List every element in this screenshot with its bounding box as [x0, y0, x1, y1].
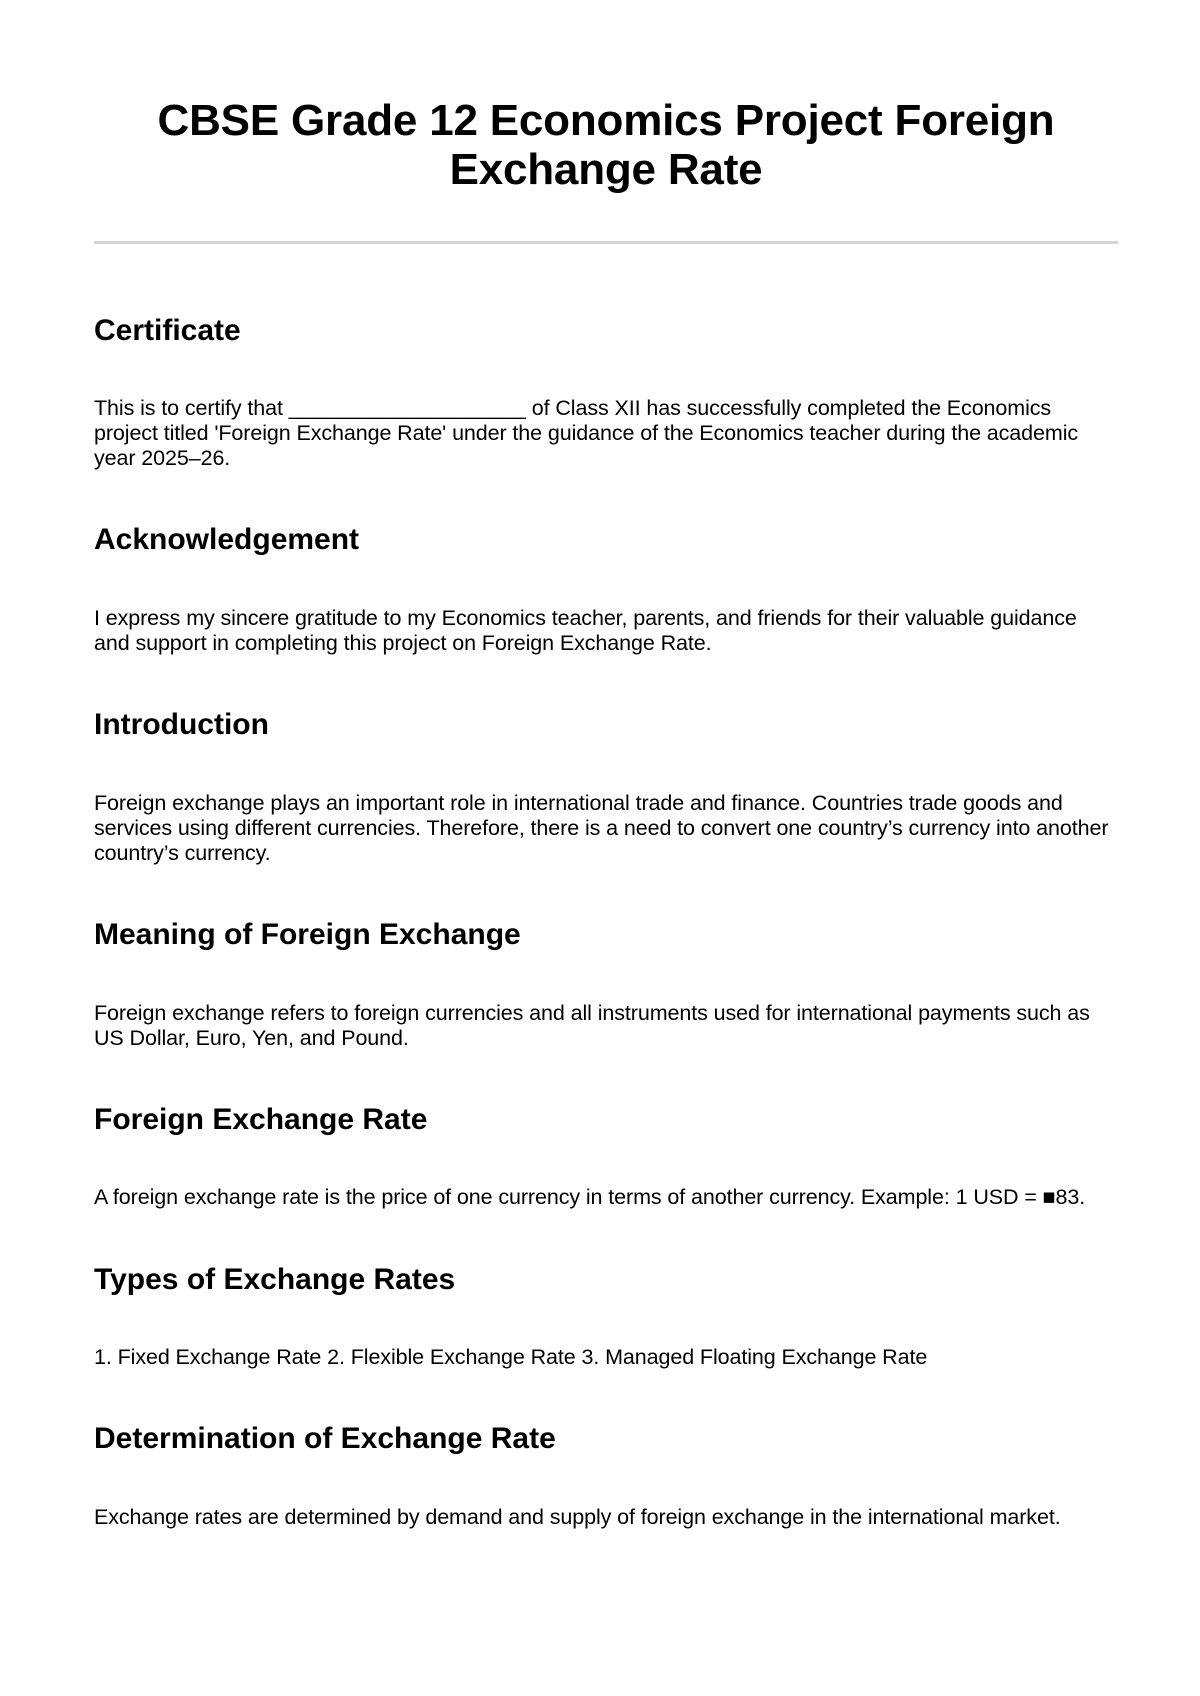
document-title: CBSE Grade 12 Economics Project Foreign Exchange Rate — [157, 96, 1055, 195]
title-divider — [94, 241, 1118, 244]
section-acknowledgement — [94, 523, 1118, 656]
section-body: I express my sincere gratitude to my Economics teacher, parents, and friends for their valuable guidance and support in completing this project on Foreign Exchange Rate. — [94, 605, 1077, 656]
section-certificate — [94, 314, 1118, 472]
section-introduction — [94, 708, 1118, 866]
document-page — [94, 0, 1118, 1530]
section-types-of-exchange-rates — [94, 1263, 1118, 1371]
section-heading: Acknowledgement — [94, 523, 360, 557]
section-heading: Foreign Exchange Rate — [94, 1102, 428, 1136]
section-body: This is to certify that ____________________ of Class XII has successfully completed the Economics project titled 'Foreign Exchange Rate' under the guidance of the Economics teacher during the academic year 2025–26. — [94, 396, 1079, 471]
section-heading: Types of Exchange Rates — [94, 1262, 456, 1296]
section-body: 1. Fixed Exchange Rate 2. Flexible Exchange Rate 3. Managed Floating Exchange Rate — [94, 1345, 928, 1370]
section-body: Foreign exchange refers to foreign currencies and all instruments used for international payments such as US Dollar, Euro, Yen, and Pound. — [94, 1000, 1090, 1050]
section-heading: Meaning of Foreign Exchange — [94, 918, 521, 952]
section-heading: Introduction — [94, 708, 269, 742]
section-heading: Determination of Exchange Rate — [94, 1422, 556, 1456]
section-body: Foreign exchange plays an important role in international trade and finance. Countries trade goods and services using different currencies. Therefore, there is a need to convert one country’s currency into another country’s currency. — [94, 790, 1109, 866]
section-body: A foreign exchange rate is the price of one currency in terms of another currency. Example: 1 USD = ■83. — [94, 1185, 1086, 1210]
section-heading: Certificate — [94, 313, 241, 347]
section-body: Exchange rates are determined by demand and supply of foreign exchange in the international market. — [94, 1504, 1061, 1529]
section-determination-of-exchange-rate — [94, 1422, 1118, 1530]
section-foreign-exchange-rate — [94, 1103, 1118, 1211]
section-meaning-of-foreign-exchange — [94, 918, 1118, 1051]
